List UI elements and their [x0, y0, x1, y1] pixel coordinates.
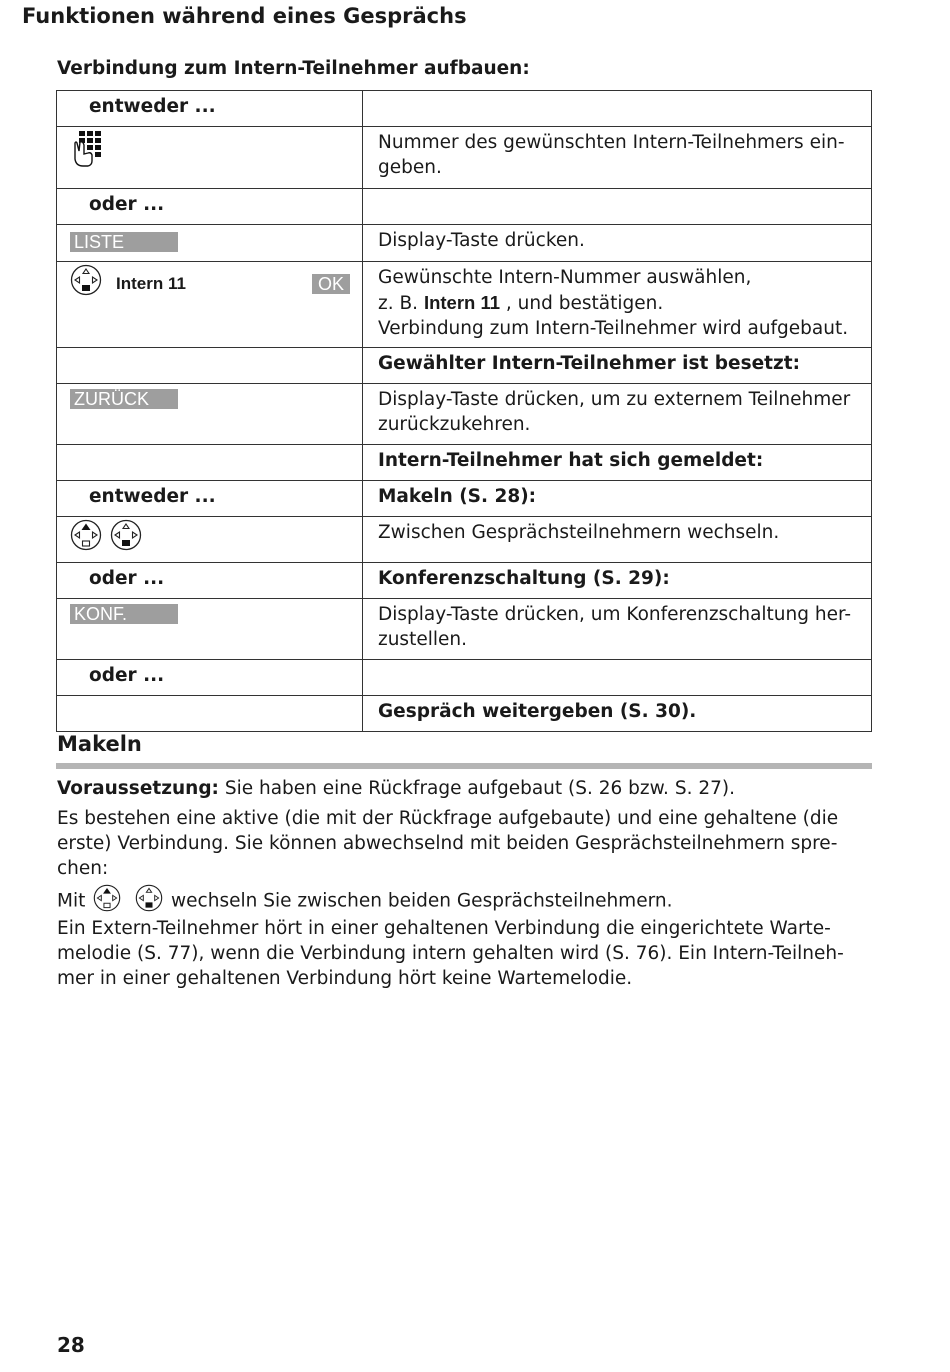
- step-connector: entweder ...: [89, 96, 216, 117]
- navigation-key-up-icon: [91, 884, 123, 919]
- table-row: [57, 563, 872, 599]
- description-paragraph: Es bestehen eine aktive (die mit der Rückfrage aufgebaute) und eine gehaltene (die erste) Verbindung. Sie können abwechselnd mit beiden Gesprächsteilnehmern spre-chen:: [57, 808, 839, 879]
- option-heading: Gespräch weitergeben (S. 30).: [378, 701, 697, 722]
- step-connector: entweder ...: [89, 486, 216, 507]
- display-entry-label: Intern 11: [116, 274, 186, 293]
- navigation-key-down-icon[interactable]: [70, 264, 102, 303]
- table-row: [57, 696, 872, 732]
- section-title-makeln: Makeln: [57, 732, 142, 756]
- step-connector: oder ...: [89, 665, 165, 686]
- step-description: Nummer des gewünschten Intern-Teilnehmers ein-geben.: [378, 132, 845, 178]
- step-example: z. B. Intern 11 , und bestätigen.: [378, 292, 664, 314]
- step-description: Zwischen Gesprächsteilnehmern wechseln.: [378, 522, 780, 543]
- navigation-key-up-icon[interactable]: [70, 519, 102, 558]
- step-description: Display-Taste drücken, um zu externem Teilnehmer zurückzukehren.: [378, 389, 851, 435]
- table-row: [57, 384, 872, 445]
- table-row: [57, 517, 872, 563]
- keypad-icon: [70, 129, 108, 176]
- info-paragraph: Ein Extern-Teilnehmer hört in einer gehaltenen Verbindung die eingerichtete Warte-melodie (S. 77), wenn die Verbindung intern gehalten wird (S. 76). Ein Intern-Teilneh-mer in einer gehaltenen Verbindung hört keine Wartemelodie.: [57, 918, 844, 989]
- option-heading: Konferenzschaltung (S. 29):: [378, 568, 670, 589]
- condition-heading: Intern-Teilnehmer hat sich gemeldet:: [378, 450, 764, 471]
- navigation-key-down-icon[interactable]: [110, 519, 142, 558]
- softkey-zurueck[interactable]: ZURÜCK: [70, 389, 178, 409]
- softkey-konf[interactable]: KONF.: [70, 604, 178, 624]
- section-divider: [56, 763, 872, 769]
- instruction-paragraph: Mit wechseln Sie zwischen beiden Gesprächsteilnehmern.: [57, 884, 872, 919]
- step-connector: oder ...: [89, 194, 165, 215]
- table-row: [57, 481, 872, 517]
- instruction-table: [56, 90, 872, 732]
- table-row: [57, 225, 872, 262]
- table-row: [57, 660, 872, 696]
- prerequisite-paragraph: Voraussetzung: Sie haben eine Rückfrage aufgebaut (S. 26 bzw. S. 27).: [57, 778, 735, 799]
- page-header: Funktionen während eines Gesprächs: [22, 4, 467, 28]
- table-row: [57, 127, 872, 189]
- table-row: [57, 445, 872, 481]
- section-subtitle: Verbindung zum Intern-Teilnehmer aufbauen:: [57, 58, 530, 79]
- table-row: [57, 599, 872, 660]
- table-row: [57, 348, 872, 384]
- condition-heading: Gewählter Intern-Teilnehmer ist besetzt:: [378, 353, 800, 374]
- table-row: [57, 262, 872, 348]
- step-description: Display-Taste drücken, um Konferenzschaltung her-zustellen.: [378, 604, 852, 650]
- softkey-ok[interactable]: OK: [312, 274, 350, 294]
- step-result: Verbindung zum Intern-Teilnehmer wird aufgebaut.: [378, 318, 849, 339]
- step-connector: oder ...: [89, 568, 165, 589]
- option-heading: Makeln (S. 28):: [378, 486, 537, 507]
- navigation-key-down-icon: [133, 884, 165, 919]
- step-description: Display-Taste drücken.: [378, 230, 585, 251]
- table-row: [57, 189, 872, 225]
- softkey-liste[interactable]: LISTE: [70, 232, 178, 252]
- step-description: Gewünschte Intern-Nummer auswählen,: [378, 267, 752, 288]
- page-number: 28: [57, 1333, 85, 1357]
- table-row: [57, 91, 872, 127]
